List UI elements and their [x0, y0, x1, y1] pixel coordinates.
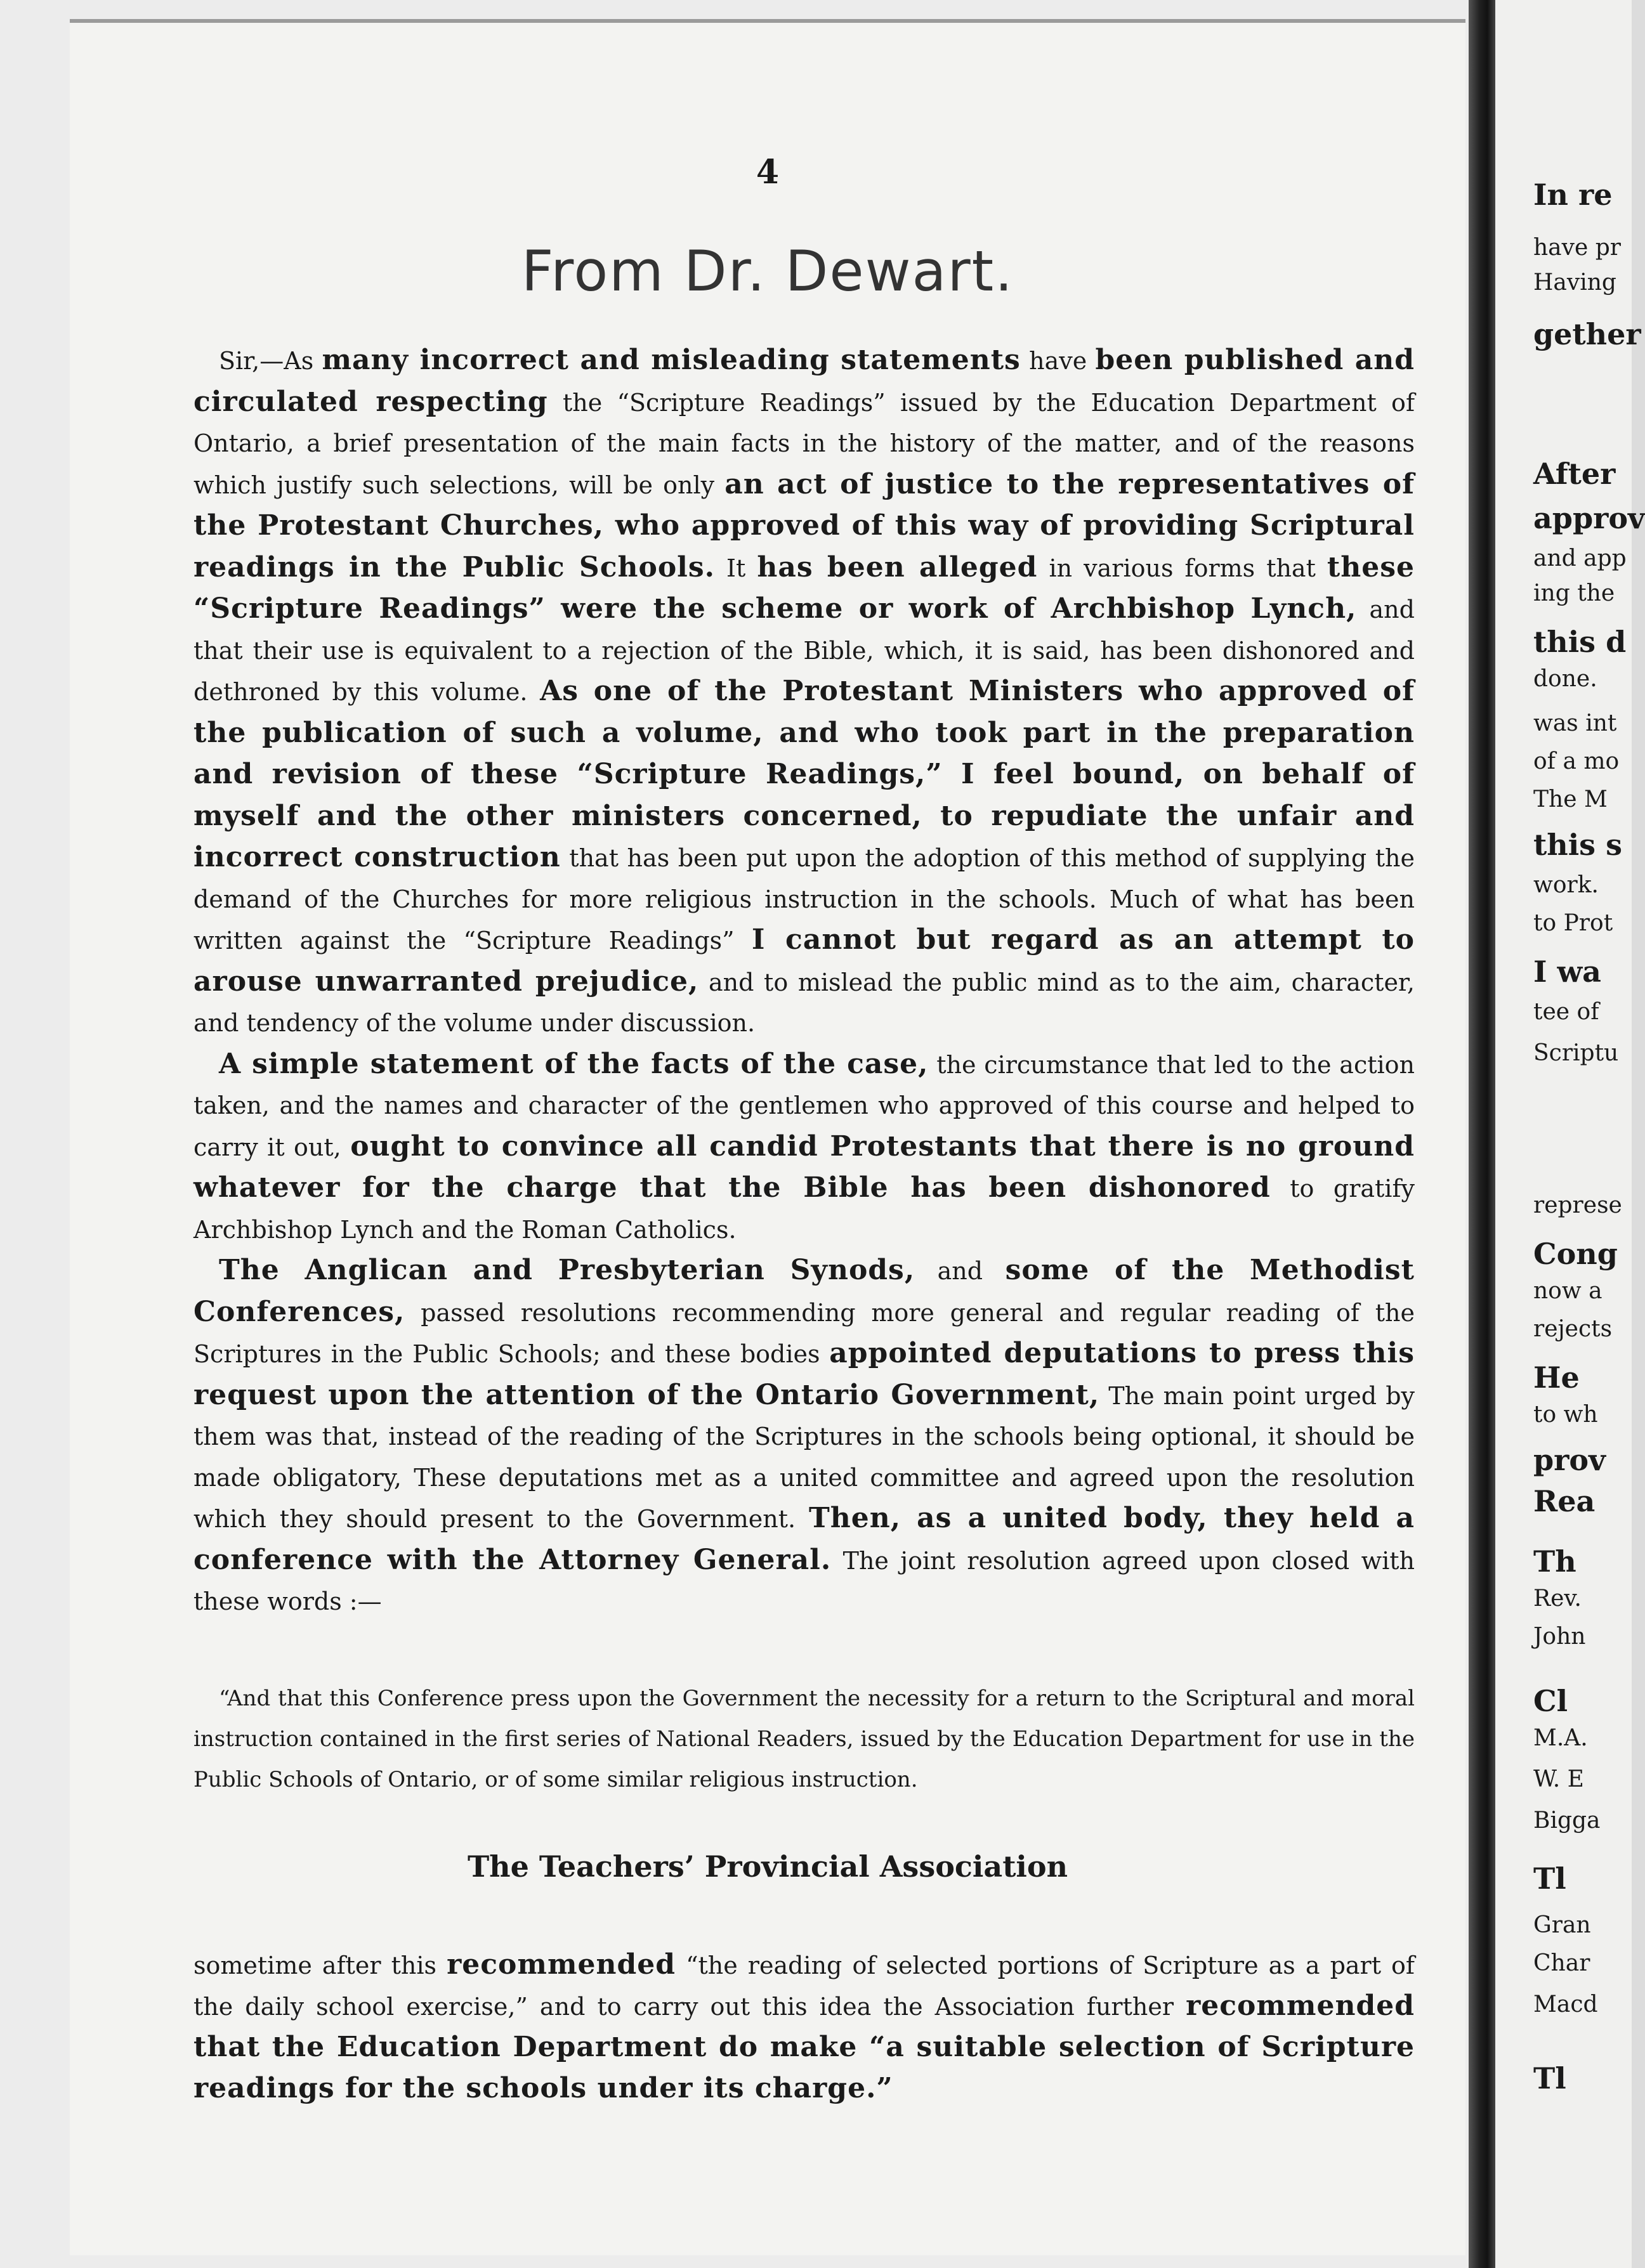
- bold-text-run: appointed deputations to press this request upon the attention of the Ontario Government,: [193, 1337, 1415, 1411]
- right-page-fragment: represe: [1533, 1192, 1622, 1218]
- right-page-fragment: John: [1533, 1624, 1586, 1650]
- bold-text-run: Then, as a united body, they held a conference with the Attorney General.: [193, 1502, 1415, 1576]
- bold-text-run: As one of the Protestant Ministers who approved of the publication of such a volume, and who took part in the preparation and revision of these “Scripture Readings,” I feel bound, on behalf of myself and the other ministers concerned, to repudiate the unfair and incorrect construction: [193, 675, 1415, 873]
- right-page-fragment: He: [1533, 1360, 1580, 1395]
- bold-text-run: an act of justice to the representatives of the Protestant Churches, who approved of this way of providing Scriptural readings in the Public Schools.: [193, 467, 1415, 583]
- text-run: and that their use is equivalent to a rejection of the Bible, which, it is said, has been dishonored and dethroned by this volume.: [193, 596, 1415, 706]
- text-run: Sir,—As: [219, 347, 322, 375]
- text-run: have: [1020, 347, 1096, 375]
- bold-text-run: these “Scripture Readings” were the scheme or work of Archbishop Lynch,: [193, 551, 1415, 625]
- text-run: “the reading of selected portions of Scripture as a part of the daily school exercise,” and to carry out this idea the Association further: [193, 1952, 1415, 2021]
- section-heading: The Teachers’ Provincial Association: [467, 1849, 1068, 1884]
- right-page-fragment: I wa: [1533, 955, 1601, 989]
- right-page-fragment: was int: [1533, 710, 1617, 736]
- text-run: The main point urged by them was that, instead of the reading of the Scriptures in the schools being optional, it should be made obligatory, These deputations met as a united committee and agreed upon the resolution which they should present to the Government.: [193, 1381, 1415, 1533]
- bold-text-run: recommended that the Education Department do make “a suitable selection of Scripture readings for the schools under its charge.”: [193, 1990, 1415, 2104]
- text-run: The joint resolution agreed upon closed with these words :—: [193, 1546, 1415, 1615]
- right-page-fragment: Cl: [1533, 1684, 1568, 1718]
- right-page-fragment: Th: [1533, 1544, 1576, 1579]
- left-page: [70, 19, 1465, 2255]
- right-page-fragment: now a: [1533, 1278, 1602, 1304]
- text-run: the circumstance that led to the action taken, and the names and character of the gentlemen who approved of this course and helped to carry it out,: [193, 1050, 1415, 1161]
- bold-text-run: ought to convince all candid Protestants that there is no ground whatever for the charge that the Bible has been dishonored: [193, 1130, 1415, 1204]
- book-gutter: [1469, 0, 1495, 2268]
- right-page-fragment: Tl: [1533, 2061, 1566, 2095]
- right-page-fragment: Scriptu: [1533, 1040, 1619, 1066]
- bold-text-run: been published and circulated respecting: [193, 344, 1415, 418]
- right-page-fragment: gether: [1533, 317, 1641, 351]
- right-page-fragment: to Prot: [1533, 910, 1613, 936]
- right-page-fragment: of a mo: [1533, 748, 1620, 774]
- letter-body: [193, 340, 1415, 1622]
- right-page-fragment: and app: [1533, 545, 1627, 571]
- right-page-fragment: Rea: [1533, 1484, 1596, 1518]
- page-title: From Dr. Dewart.: [521, 238, 1014, 304]
- bold-text-run: The Anglican and Presbyterian Synods,: [219, 1254, 915, 1286]
- right-page-fragment: tee of: [1533, 999, 1599, 1025]
- bold-text-run: many incorrect and misleading statements: [322, 344, 1021, 376]
- right-page-fragment: Char: [1533, 1950, 1590, 1976]
- page-number: 4: [756, 153, 780, 192]
- closing-text: [193, 1945, 1415, 2109]
- right-page-fragment: After: [1533, 457, 1616, 491]
- bold-text-run: has been alleged: [757, 551, 1038, 583]
- right-page-fragment: Rev.: [1533, 1586, 1582, 1612]
- right-page-fragment: Bigga: [1533, 1808, 1601, 1834]
- bold-text-run: some of the Methodist Conferences,: [193, 1254, 1415, 1328]
- right-page-fragment: to wh: [1533, 1402, 1598, 1428]
- text-run: sometime after this: [193, 1952, 447, 1979]
- text-run: to gratify Archbishop Lynch and the Roman Catholics.: [193, 1175, 1415, 1244]
- text-run: and to mislead the public mind as to the aim, character, and tendency of the volume under discussion.: [193, 968, 1415, 1037]
- paragraph-p1: [193, 340, 1415, 1044]
- right-page-fragment: Gran: [1533, 1912, 1591, 1938]
- text-run: the “Scripture Readings” issued by the Education Department of Ontario, a brief presentation of the main facts in the history of the matter, and of the reasons which justify such selections, will be only: [193, 388, 1415, 499]
- right-page-fragment: Cong: [1533, 1237, 1618, 1271]
- right-page-fragment: The M: [1533, 786, 1608, 812]
- right-page-fragment: prov: [1533, 1443, 1606, 1477]
- right-page-edge: [1495, 0, 1645, 2268]
- right-page-fragment: approv: [1533, 501, 1645, 535]
- text-run: passed resolutions recommending more general and regular reading of the Scriptures in the Public Schools; and these bodies: [193, 1298, 1415, 1368]
- right-page-fragment: have pr: [1533, 235, 1621, 261]
- right-page-fragment: Tl: [1533, 1861, 1566, 1896]
- paragraph-p2: [193, 1044, 1415, 1251]
- text-run: It: [714, 554, 757, 582]
- right-page-fragment: ing the: [1533, 580, 1615, 606]
- bold-text-run: A simple statement of the facts of the case,: [219, 1047, 929, 1080]
- right-page-fragment: Having: [1533, 270, 1616, 296]
- right-page-fragment: work.: [1533, 872, 1599, 898]
- text-run: and: [915, 1257, 1006, 1285]
- right-page-fragment: done.: [1533, 666, 1597, 692]
- bold-text-run: recommended: [447, 1948, 676, 1981]
- right-page-fragment: W. E: [1533, 1766, 1584, 1792]
- right-page-fragment: In re: [1533, 178, 1613, 212]
- right-page-fragment: Macd: [1533, 1991, 1598, 2017]
- right-page-fragment: this d: [1533, 625, 1627, 659]
- closing-paragraph: [193, 1945, 1415, 2109]
- bold-text-run: I cannot but regard as an attempt to arouse unwarranted prejudice,: [193, 923, 1415, 998]
- right-page-fragment: rejects: [1533, 1316, 1613, 1342]
- right-page-fragment: M.A.: [1533, 1725, 1588, 1751]
- resolution-quote: “And that this Conference press upon the Government the necessity for a return to the Scriptural and moral instruction contained in the first series of National Readers, issued by the Education Department for use in the Public Schools of Ontario, or of some similar religious instruction.: [193, 1686, 1415, 1792]
- paragraph-p3: [193, 1250, 1415, 1622]
- right-page-fragment: this s: [1533, 828, 1622, 862]
- text-run: that has been put upon the adoption of this method of supplying the demand of the Churches for more religious instruction in the schools. Much of what has been written against the “Scripture Readings”: [193, 844, 1415, 955]
- text-run: in various forms that: [1037, 554, 1327, 582]
